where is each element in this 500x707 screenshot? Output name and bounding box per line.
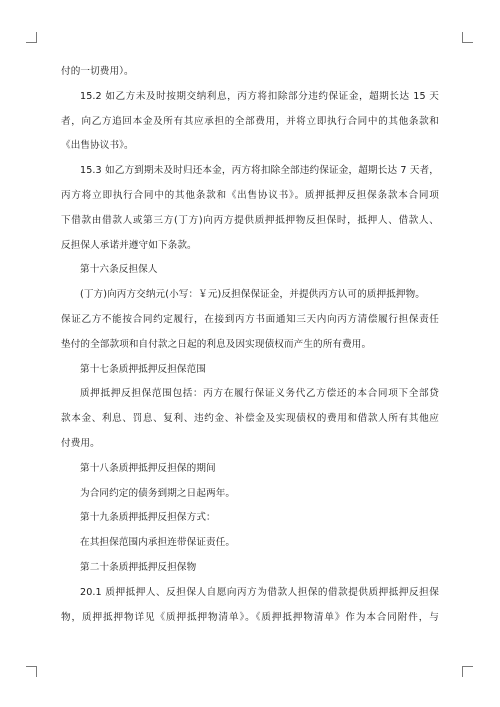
text-line: 付费用。 bbox=[61, 437, 100, 449]
crop-mark-bottom-right bbox=[462, 666, 473, 677]
crop-mark-top-left bbox=[26, 32, 37, 43]
crop-mark-bottom-left bbox=[26, 666, 37, 677]
text-line: 《出售协议书》。 bbox=[61, 140, 134, 152]
text-line: 20.1 质押抵押人、反担保人自愿向丙方为借款人担保的借款提供质押抵押反担保 bbox=[80, 586, 439, 598]
text-line: 15.2 如乙方未及时按期交纳利息，丙方将扣除部分违约保证金，超期长达 15 天 bbox=[80, 90, 439, 102]
text-line: 款本金、利息、罚息、复利、违约金、补偿金及实现债权的费用和借款人所有其他应 bbox=[61, 413, 439, 425]
text-line: 第十七条质押抵押反担保范围 bbox=[80, 363, 207, 375]
text-line: 第二十条质押抵押反担保物 bbox=[80, 561, 197, 573]
text-line: 付的一切费用）。 bbox=[61, 66, 134, 77]
text-line: 第十六条反担保人 bbox=[80, 264, 158, 276]
text-line: 垫付的全部款项和自付款之日起的利息及因实现债权而产生的所有费用。 bbox=[61, 338, 372, 350]
text-line: 为合同约定的债务到期之日起两年。 bbox=[80, 487, 236, 499]
text-line: 质押抵押反担保范围包括：丙方在履行保证义务代乙方偿还的本合同项下全部贷 bbox=[80, 388, 439, 400]
text-line: 在其担保范围内承担连带保证责任。 bbox=[80, 537, 236, 549]
crop-mark-top-right bbox=[462, 32, 473, 43]
text-line: (丁方)向丙方交纳元(小写：￥元)反担保保证金，并提供丙方认可的质押抵押物。 bbox=[80, 289, 425, 301]
text-line: 反担保人承诺并遵守如下条款。 bbox=[61, 239, 197, 251]
text-line: 丙方将立即执行合同中的其他条款和《出售协议书》。质押抵押反担保条款本合同项 bbox=[61, 189, 439, 201]
text-line: 者，向乙方追回本金及所有其应承担的全部费用，并将立即执行合同中的其他条款和 bbox=[61, 115, 439, 127]
document-body bbox=[61, 64, 439, 634]
text-line: 保证乙方不能按合同约定履行，在接到丙方书面通知三天内向丙方清偿履行担保责任 bbox=[61, 313, 439, 325]
text-line: 第十八条质押抵押反担保的期间 bbox=[80, 462, 216, 474]
text-line: 15.3 如乙方到期未及时归还本金，丙方将扣除全部违约保证金，超期长达 7 天者， bbox=[80, 165, 439, 177]
text-line: 物，质押抵押物详见《质押抵押物清单》。《质押抵押物清单》作为本合同附件，与 bbox=[61, 611, 439, 623]
text-line: 第十九条质押抵押反担保方式： bbox=[80, 512, 216, 524]
text-line: 下借款由借款人或第三方(丁方)向丙方提供质押抵押物反担保时，抵押人、借款人、 bbox=[61, 214, 439, 226]
